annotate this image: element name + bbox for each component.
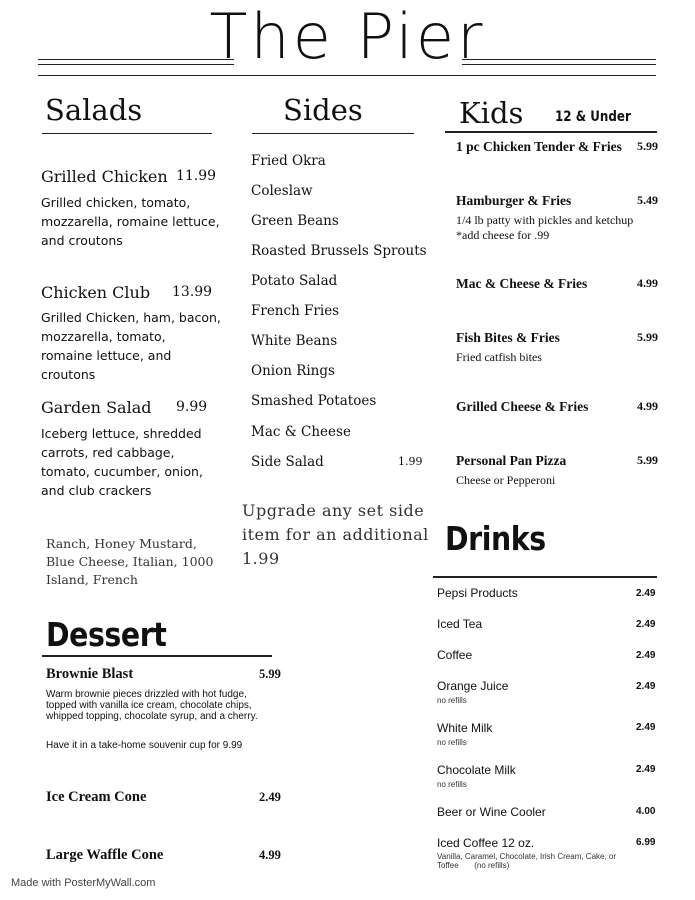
salad-price: 11.99: [176, 168, 217, 184]
kids-item-description: *add cheese for .99: [456, 228, 550, 242]
drink-note: no refills: [437, 780, 467, 789]
kids-item-name: Mac & Cheese & Fries: [456, 276, 588, 291]
side-item: French Fries: [251, 303, 340, 319]
salad-description: Grilled chicken, tomato, mozzarella, romaine lettuce, and croutons: [41, 195, 220, 248]
drink-note: no refills: [437, 738, 467, 747]
side-item: Mac & Cheese: [251, 424, 351, 440]
side-item: Fried Okra: [251, 153, 326, 169]
drink-price: 2.49: [636, 619, 656, 630]
drink-price: 2.49: [636, 650, 656, 661]
drink-name: Iced Coffee 12 oz.: [437, 836, 535, 850]
drink-name: White Milk: [437, 721, 493, 735]
side-item: White Beans: [251, 333, 338, 349]
title-rule-left-1: [38, 59, 234, 60]
drink-note: no refills: [437, 696, 467, 705]
kids-item-price: 4.99: [637, 276, 658, 290]
kids-item-price: 4.99: [637, 399, 658, 413]
salads-heading: Salads: [45, 93, 143, 127]
kids-item-name: Personal Pan Pizza: [456, 453, 567, 468]
dessert-heading: Dessert: [46, 615, 167, 654]
side-item: Potato Salad: [251, 273, 338, 289]
salad-price: 13.99: [172, 284, 213, 300]
drink-price: 4.00: [636, 806, 656, 817]
drink-price: 2.49: [636, 588, 656, 599]
side-item: Roasted Brussels Sprouts: [251, 243, 427, 259]
side-salad-price: 1.99: [398, 455, 423, 468]
salad-name: Garden Salad: [41, 398, 152, 417]
salad-name: Chicken Club: [41, 283, 151, 302]
title-rule-right-2: [462, 64, 656, 65]
side-item: Smashed Potatoes: [251, 393, 377, 409]
kids-heading-rule: [445, 131, 657, 133]
dressing-options: Ranch, Honey Mustard, Blue Cheese, Italian, 1000 Island, French: [46, 536, 214, 587]
side-item: Onion Rings: [251, 363, 335, 379]
kids-item-description: 1/4 lb patty with pickles and ketchup: [456, 213, 634, 227]
salad-description: Grilled Chicken, ham, bacon, mozzarella, tomato, romaine lettuce, and croutons: [41, 310, 221, 382]
title-rule-full: [38, 75, 656, 76]
drink-price: 6.99: [636, 837, 656, 848]
dessert-name: Brownie Blast: [46, 666, 134, 682]
kids-item-name: Grilled Cheese & Fries: [456, 399, 589, 414]
side-item: Coleslaw: [251, 183, 313, 199]
side-item: Side Salad: [251, 454, 324, 470]
dessert-heading-rule: [42, 655, 272, 657]
salads-heading-rule: [42, 133, 212, 134]
drink-price: 2.49: [636, 681, 656, 692]
kids-item-name: Hamburger & Fries: [456, 193, 572, 208]
drink-name: Coffee: [437, 648, 473, 662]
kids-item-description: Cheese or Pepperoni: [456, 473, 556, 487]
salad-description: Iceberg lettuce, shredded carrots, red cabbage, tomato, cucumber, onion, and club crackers: [41, 426, 203, 498]
kids-subheading: 12 & Under: [555, 109, 631, 125]
sides-heading-rule: [252, 133, 414, 134]
drinks-heading-rule: [433, 576, 657, 578]
dessert-price: 5.99: [259, 667, 281, 681]
side-item: Green Beans: [251, 213, 339, 229]
drink-name: Orange Juice: [437, 679, 509, 693]
title-rule-left-2: [38, 64, 234, 65]
salad-name: Grilled Chicken: [41, 167, 168, 186]
dessert-price: 2.49: [259, 790, 281, 804]
footer-credit[interactable]: Made with PosterMyWall.com: [11, 877, 156, 889]
drink-name: Pepsi Products: [437, 586, 518, 600]
upgrade-note: Upgrade any set side item for an additional 1.99: [242, 501, 429, 568]
dessert-name: Ice Cream Cone: [46, 789, 147, 805]
menu-title: The Pier: [209, 0, 486, 73]
kids-item-price: 5.49: [637, 193, 658, 207]
drink-price: 2.49: [636, 722, 656, 733]
drink-name: Chocolate Milk: [437, 763, 516, 777]
dessert-extra: Have it in a take-home souvenir cup for 9.99: [46, 740, 243, 751]
kids-item-name: Fish Bites & Fries: [456, 330, 560, 345]
salad-price: 9.99: [176, 399, 208, 415]
kids-item-price: 5.99: [637, 330, 658, 344]
dessert-description: Warm brownie pieces drizzled with hot fudge, topped with vanilla ice cream, chocolate chips, whipped topping, chocolate syrup, and a cherry.: [46, 689, 258, 722]
kids-item-price: 5.99: [637, 453, 658, 467]
kids-item-name: 1 pc Chicken Tender & Fries: [456, 139, 622, 154]
title-rule-right-1: [462, 59, 656, 60]
dessert-price: 4.99: [259, 848, 281, 862]
kids-heading: Kids: [459, 96, 524, 130]
drink-name: Iced Tea: [437, 617, 483, 631]
dessert-name: Large Waffle Cone: [46, 847, 164, 863]
sides-heading: Sides: [283, 93, 363, 127]
kids-item-description: Fried catfish bites: [456, 350, 542, 364]
drink-price: 2.49: [636, 764, 656, 775]
kids-item-price: 5.99: [637, 139, 658, 153]
drinks-heading: Drinks: [445, 519, 546, 558]
drink-name: Beer or Wine Cooler: [437, 805, 546, 819]
drink-note: Vanilla, Caramel, Chocolate, Irish Cream, Cake, or Toffee (no refills): [437, 852, 619, 870]
